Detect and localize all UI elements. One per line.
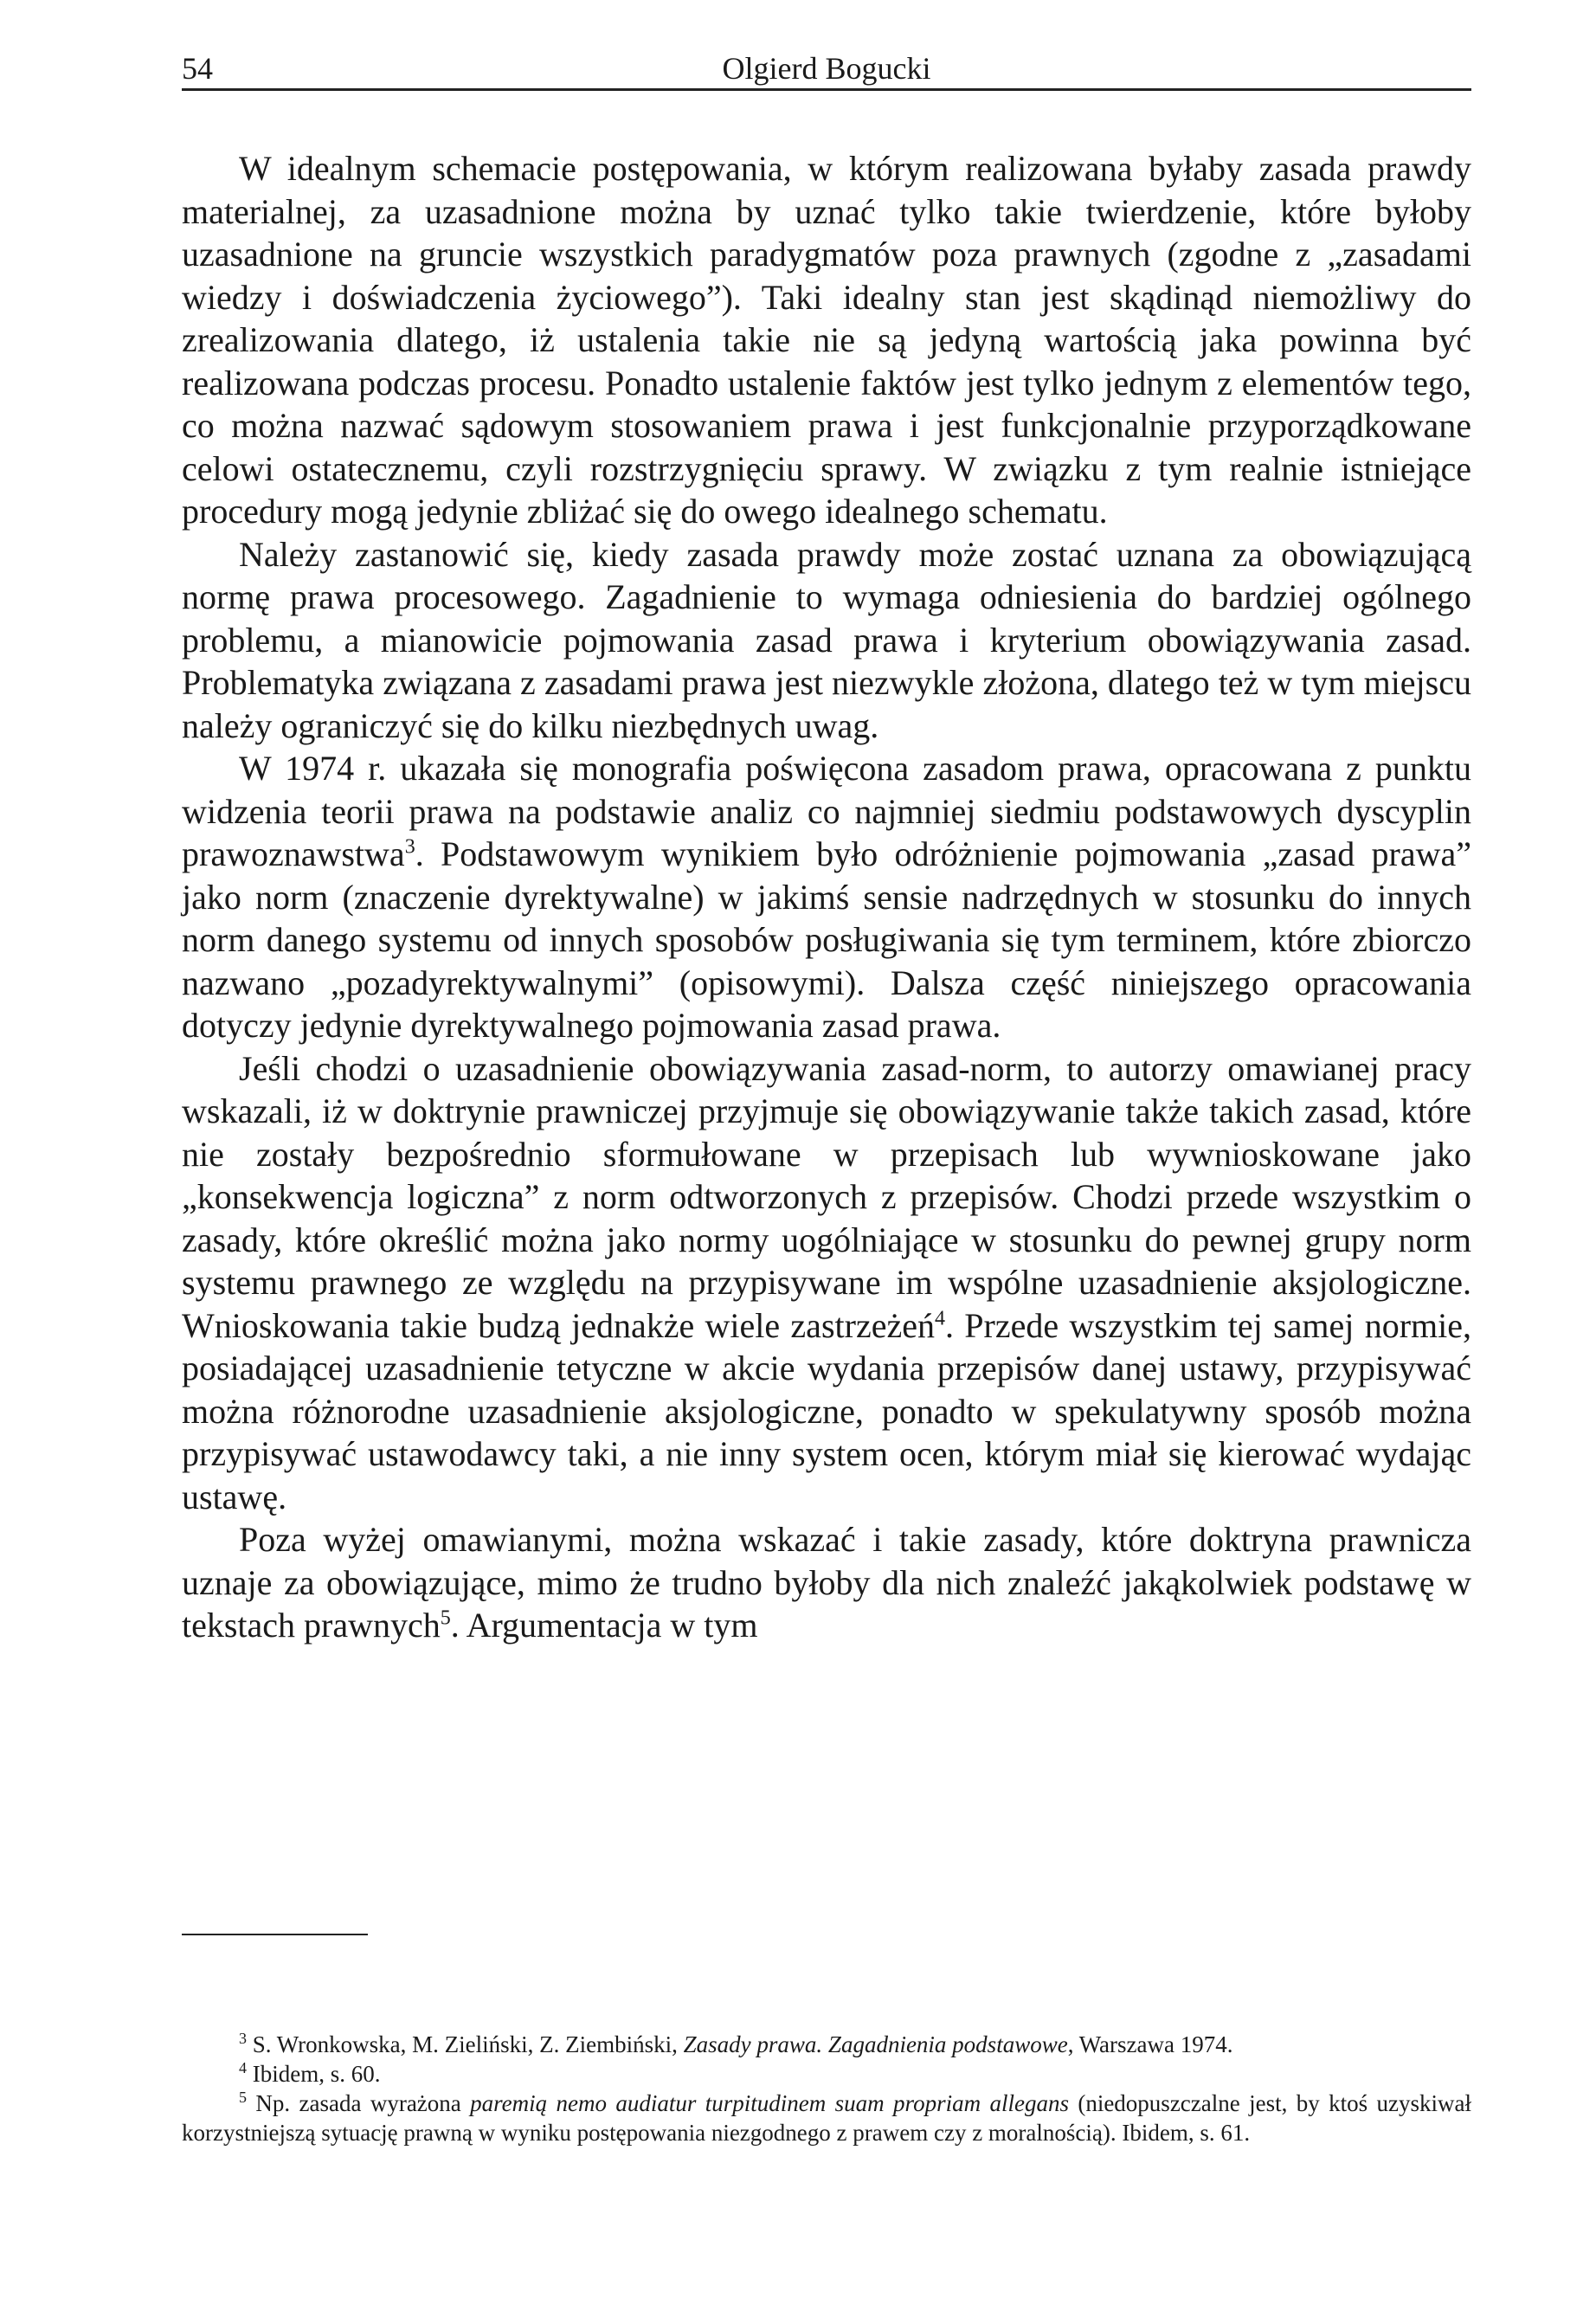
body-text xyxy=(182,147,1471,1647)
footnote-number: 5 xyxy=(239,2089,247,2106)
paragraph: W idealnym schemacie postępowania, w którym realizowana byłaby zasada prawdy materialnej, za uzasadnione można by uznać tylko takie twierdzenie, które byłoby uzasadnione na gruncie wszystkich paradygmatów poza prawnych (zgodne z „zasadami wiedzy i doświadczenia życiowego”). Taki idealny stan jest skądinąd niemożliwy do zrealizowania dlatego, iż ustalenia takie nie są jedyną wartością jaka powinna być realizowana podczas procesu. Ponadto ustalenie faktów jest tylko jednym z elementów tego, co można nazwać sądowym stosowaniem prawa i jest funkcjonalnie przyporządkowane celowi ostatecznemu, czyli rozstrzygnięciu sprawy. W związku z tym realnie istniejące procedury mogą jedynie zbliżać się do owego idealnego schematu. xyxy=(182,149,1471,531)
footnote: $^3$ S. Wronkowska, M. Zieliński, Z. Ziembiński, Zasady prawa. Zagadnienia podstawowe, Warszawa 1974. xyxy=(239,2030,1233,2057)
paragraph: Poza wyżej omawianymi, można wskazać i takie zasady, które doktryna prawnicza uznaje za obowiązujące, mimo że trudno byłoby dla nich znaleźć jakąkolwiek podstawę w tekstach prawnych$^5$. Argumentacja w tym xyxy=(182,1520,1471,1645)
footnote-number: 3 xyxy=(239,2030,247,2047)
paragraph: Jeśli chodzi o uzasadnienie obowiązywania zasad-norm, to autorzy omawianej pracy wskazali, iż w doktrynie prawniczej przyjmuje się obowiązywanie także takich zasad, które nie zostały bezpośrednio sformułowane w przepisach lub wywnioskowane jako „konsekwencja logiczna” z norm odtworzonych z przepisów. Chodzi przede wszystkim o zasady, które określić można jako normy uogólniające w stosunku do pewnej grupy norm systemu prawnego ze względu na przypisywane im wspólne uzasadnienie aksjologiczne. Wnioskowania takie budzą jednakże wiele zastrzeżeń$^4$. Przede wszystkim tej samej normie, posiadającej uzasadnienie tetyczne w akcie wydania przepisów danej ustawy, przypisywać można różnorodne uzasadnienie aksjologiczne, ponadto w spekulatywny sposób można przypisywać ustawodawcy taki, a nie inny system ocen, którym miał się kierować wydając ustawę. xyxy=(182,1048,1471,1516)
running-header xyxy=(182,45,1471,91)
cited-title: Zasady prawa. Zagadnienia podstawowe xyxy=(683,2031,1068,2057)
footnote: $^4$ Ibidem, s. 60. xyxy=(239,2059,381,2087)
paragraph: Należy zastanowić się, kiedy zasada prawdy może zostać uznana za obowiązującą normę prawa procesowego. Zagadnienie to wymaga odniesienia do bardziej ogólnego problemu, a mianowicie pojmowania zasad prawa i kryterium obowiązywania zasad. Problematyka związana z zasadami prawa jest niezwykle złożona, dlatego też w tym miejscu należy ograniczyć się do kilku niezbędnych uwag. xyxy=(182,534,1471,745)
paragraph: W 1974 r. ukazała się monografia poświęcona zasadom prawa, opracowana z punktu widzenia teorii prawa na podstawie analiz co najmniej siedmiu podstawowych dyscyplin prawoznawstwa$^3$. Podstawowym wynikiem było odróżnienie pojmowania „zasad prawa” jako norm (znaczenie dyrektywalne) w jakimś sensie nadrzędnych w stosunku do innych norm danego systemu od innych sposobów posługiwania się tym terminem, które zbiorczo nazwano „pozadyrektywalnymi” (opisowymi). Dalsza część niniejszego opracowania dotyczy jedynie dyrektywalnego pojmowania zasad prawa. xyxy=(182,749,1471,1045)
footnote: $^5$ Np. zasada wyrażona paremią nemo audiatur turpitudinem suam propriam allegans (niedopuszczalne jest, by ktoś uzyskiwał korzystniejszą sytuację prawną w wyniku postępowania niezgodnego z prawem czy z moralnością). Ibidem, s. 61. xyxy=(182,2089,1471,2146)
footnote-ref[interactable]: 4 xyxy=(934,1307,945,1330)
running-head-author: Olgierd Bogucki xyxy=(722,51,931,86)
footnotes xyxy=(182,2030,1471,2147)
latin-maxim: paremią nemo audiatur turpitudinem suam propriam allegans xyxy=(470,2090,1069,2116)
page-number: 54 xyxy=(182,51,213,86)
footnote-ref[interactable]: 3 xyxy=(404,835,415,859)
footnote-separator xyxy=(182,1934,368,1935)
footnote-number: 4 xyxy=(239,2059,247,2076)
footnote-ref[interactable]: 5 xyxy=(440,1606,451,1630)
